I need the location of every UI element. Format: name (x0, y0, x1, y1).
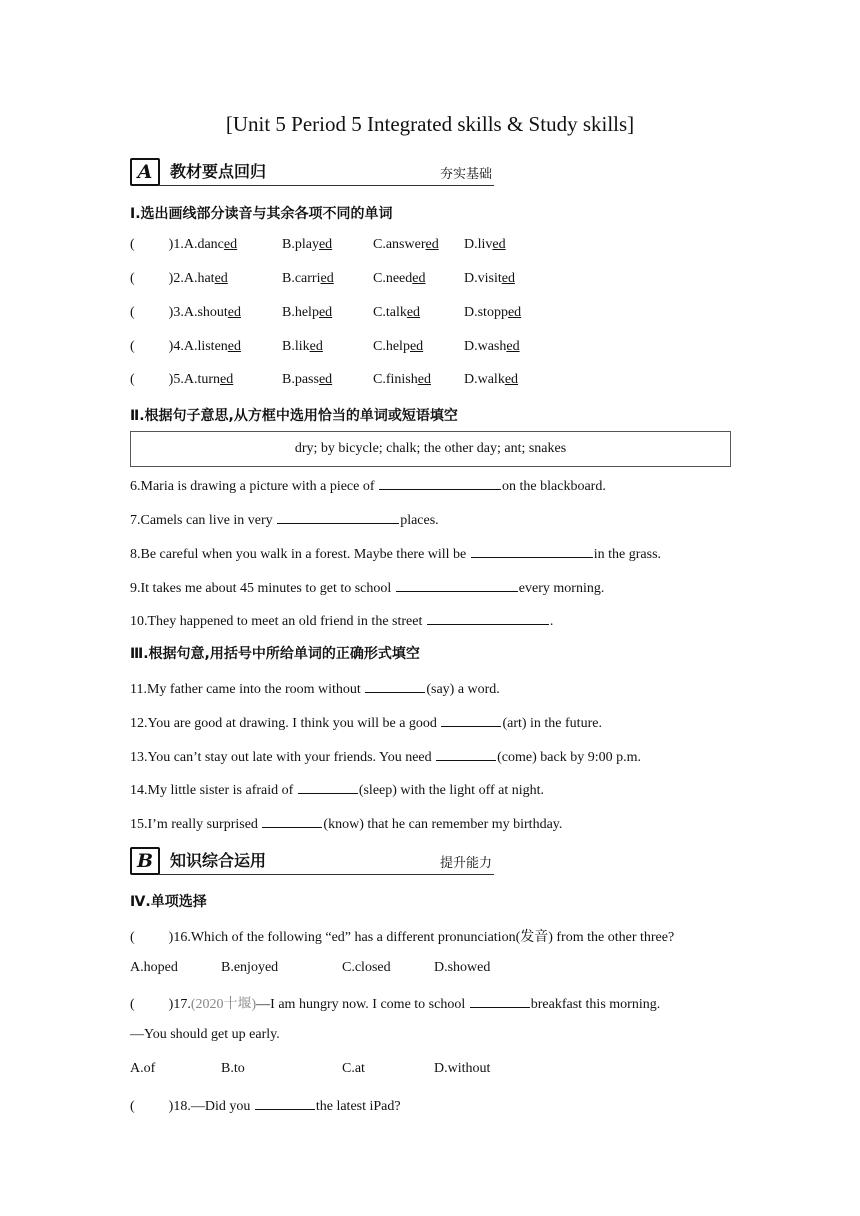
answer-blank[interactable] (471, 543, 593, 558)
answer-blank[interactable] (436, 746, 496, 761)
section-banner-b (130, 845, 494, 875)
question-source: (2020十堰) (190, 997, 257, 1012)
choice-d (464, 271, 515, 287)
choice-d (464, 305, 521, 321)
word-underlined: ed (501, 271, 515, 286)
fill-in-sentence (130, 779, 544, 799)
choice-c (373, 305, 420, 321)
sentence-start: 13.You can’t stay out late with your friends. You need (130, 750, 436, 765)
sentence-end: places. (400, 513, 439, 528)
word-stem: D.liv (464, 237, 493, 252)
sentence-end: (sleep) with the light off at night. (358, 783, 545, 798)
word-underlined: ed (504, 372, 519, 387)
word-stem: listen (197, 339, 228, 354)
word-stem: D.stopp (464, 305, 508, 320)
word-underlined: ed (309, 339, 323, 354)
word-underlined: ed (227, 339, 242, 354)
banner-rule (158, 185, 494, 186)
word-underlined: ed (492, 237, 506, 252)
section-heading-1: Ⅰ.选出画线部分读音与其余各项不同的单词 (130, 206, 393, 222)
word-stem: D.wash (464, 339, 507, 354)
answer-blank[interactable] (298, 779, 358, 794)
answer-blank[interactable] (441, 712, 501, 727)
word-stem: hat (197, 271, 215, 286)
word-underlined: ed (425, 237, 439, 252)
sentence-start: 6.Maria is drawing a picture with a piece of (130, 479, 379, 494)
choice-a: ( )1.A.danced (130, 237, 238, 252)
sentence-end: every morning. (518, 581, 605, 596)
banner-subtitle: 夯实基础 (439, 167, 492, 182)
word-stem: B.lik (282, 339, 310, 354)
fill-in-sentence (130, 813, 562, 833)
fill-in-sentence (130, 475, 606, 495)
word-underlined: ed (409, 339, 424, 354)
word-underlined: ed (220, 372, 234, 387)
section-banner-a (130, 156, 494, 186)
word-underlined: ed (318, 237, 333, 252)
answer-blank[interactable] (262, 813, 322, 828)
sentence-end: (art) in the future. (502, 716, 602, 731)
banner-heading: 知识综合运用 (170, 851, 267, 870)
choice-a: ( )5.A.turned (130, 372, 234, 387)
word-underlined: ed (318, 305, 333, 320)
word-stem: danc (197, 237, 224, 252)
banner-badge: A (130, 158, 160, 186)
fill-in-sentence (130, 610, 553, 630)
sentence-end: (say) a word. (426, 682, 500, 697)
question-stem: )16.Which of the following “ed” has a different pronunciation(发音) from the other three? (168, 930, 675, 945)
banner-badge: B (130, 847, 160, 875)
sentence-start: 8.Be careful when you walk in a forest. Maybe there will be (130, 547, 470, 562)
word-stem: C.answer (373, 237, 426, 252)
sentence-end: (come) back by 9:00 p.m. (497, 750, 641, 765)
sentence-start: 7.Camels can live in very (130, 513, 277, 528)
question-18: ( )18.—Did you the latest iPad? (130, 1095, 401, 1115)
question-17: ( )17.(2020十堰)—I am hungry now. I come to school breakfast this morning. (130, 993, 660, 1013)
word-underlined: ed (406, 305, 421, 320)
word-stem: B.carri (282, 271, 321, 286)
item-number: )5.A. (168, 372, 198, 387)
word-underlined: ed (507, 305, 522, 320)
sentence-end: on the blackboard. (502, 479, 606, 494)
option: A.hoped (130, 960, 178, 975)
word-underlined: ed (223, 237, 238, 252)
fill-in-sentence (130, 543, 661, 563)
choice-a: ( )4.A.listened (130, 339, 242, 354)
word-underlined: ed (506, 339, 520, 354)
choice-b (282, 237, 332, 253)
word-underlined: ed (214, 271, 228, 286)
choice-a: ( )2.A.hated (130, 271, 228, 286)
choice-d (464, 372, 518, 388)
word-stem: B.play (282, 237, 319, 252)
sentence-start: 15.I’m really surprised (130, 817, 262, 832)
fill-in-sentence (130, 712, 602, 732)
word-stem: C.talk (373, 305, 407, 320)
fill-in-sentence (130, 577, 604, 597)
word-stem: turn (197, 372, 221, 387)
choice-c (373, 339, 423, 355)
choice-c (373, 237, 439, 253)
section-heading-3: Ⅲ.根据句意,用括号中所给单词的正确形式填空 (130, 646, 420, 662)
page-title: [Unit 5 Period 5 Integrated skills & Study skills] (225, 112, 635, 136)
option: D.showed (434, 960, 491, 975)
answer-blank[interactable] (396, 577, 518, 592)
item-number: )4.A. (168, 339, 198, 354)
sentence-end: (know) that he can remember my birthday. (323, 817, 563, 832)
sentence-start: 12.You are good at drawing. I think you will be a good (130, 716, 441, 731)
item-number: )1.A. (168, 237, 198, 252)
word-underlined: ed (417, 372, 431, 387)
answer-blank[interactable] (379, 475, 501, 490)
question-17-reply: —You should get up early. (130, 1027, 280, 1042)
option: A.of (130, 1061, 156, 1076)
question-stem-end: the latest iPad? (315, 1099, 401, 1114)
word-stem: B.pass (282, 372, 319, 387)
option: D.without (434, 1061, 491, 1076)
item-number: )2.A. (168, 271, 198, 286)
sentence-end: . (549, 614, 554, 629)
word-underlined: ed (318, 372, 333, 387)
banner-rule (158, 874, 494, 875)
section-heading-2: Ⅱ.根据句子意思,从方框中选用恰当的单词或短语填空 (130, 408, 458, 424)
question-prefix: )17. (168, 997, 191, 1012)
word-underlined: ed (320, 271, 334, 286)
question-stem-end: breakfast this morning. (530, 997, 661, 1012)
word-box: dry; by bicycle; chalk; the other day; ant; snakes (130, 431, 731, 467)
fill-in-sentence (130, 678, 500, 698)
answer-blank[interactable] (365, 678, 425, 693)
choice-d (464, 237, 506, 253)
word-stem: C.need (373, 271, 413, 286)
sentence-start: 10.They happened to meet an old friend in the street (130, 614, 426, 629)
word-stem: D.visit (464, 271, 502, 286)
choice-c (373, 372, 431, 388)
choice-b (282, 271, 334, 287)
answer-blank[interactable] (427, 610, 549, 625)
fill-in-sentence (130, 509, 439, 529)
word-stem: shout (197, 305, 228, 320)
option: B.to (221, 1061, 245, 1076)
answer-blank[interactable] (255, 1095, 315, 1110)
choice-b (282, 339, 323, 355)
word-stem: C.help (373, 339, 410, 354)
question-stem: )18.—Did you (168, 1099, 254, 1114)
option: B.enjoyed (221, 960, 279, 975)
word-stem: C.finish (373, 372, 418, 387)
choice-b (282, 372, 332, 388)
section-heading-4: Ⅳ.单项选择 (130, 894, 207, 910)
sentence-end: in the grass. (593, 547, 662, 562)
option: C.at (342, 1061, 365, 1076)
choice-d (464, 339, 520, 355)
banner-subtitle: 提升能力 (439, 856, 492, 871)
answer-blank[interactable] (470, 993, 530, 1008)
question-16: ( )16.Which of the following “ed” has a different pronunciation(发音) from the other three? (130, 930, 675, 945)
banner-heading: 教材要点回归 (170, 162, 267, 181)
word-stem: D.walk (464, 372, 505, 387)
item-number: )3.A. (168, 305, 198, 320)
question-stem: —I am hungry now. I come to school (256, 997, 469, 1012)
choice-c (373, 271, 425, 287)
sentence-start: 11.My father came into the room without (130, 682, 365, 697)
answer-blank[interactable] (277, 509, 399, 524)
word-stem: B.help (282, 305, 319, 320)
fill-in-sentence (130, 746, 641, 766)
option: C.closed (342, 960, 391, 975)
word-underlined: ed (227, 305, 242, 320)
sentence-start: 14.My little sister is afraid of (130, 783, 297, 798)
sentence-start: 9.It takes me about 45 minutes to get to school (130, 581, 395, 596)
choice-b (282, 305, 332, 321)
choice-a: ( )3.A.shouted (130, 305, 242, 320)
word-underlined: ed (412, 271, 426, 286)
